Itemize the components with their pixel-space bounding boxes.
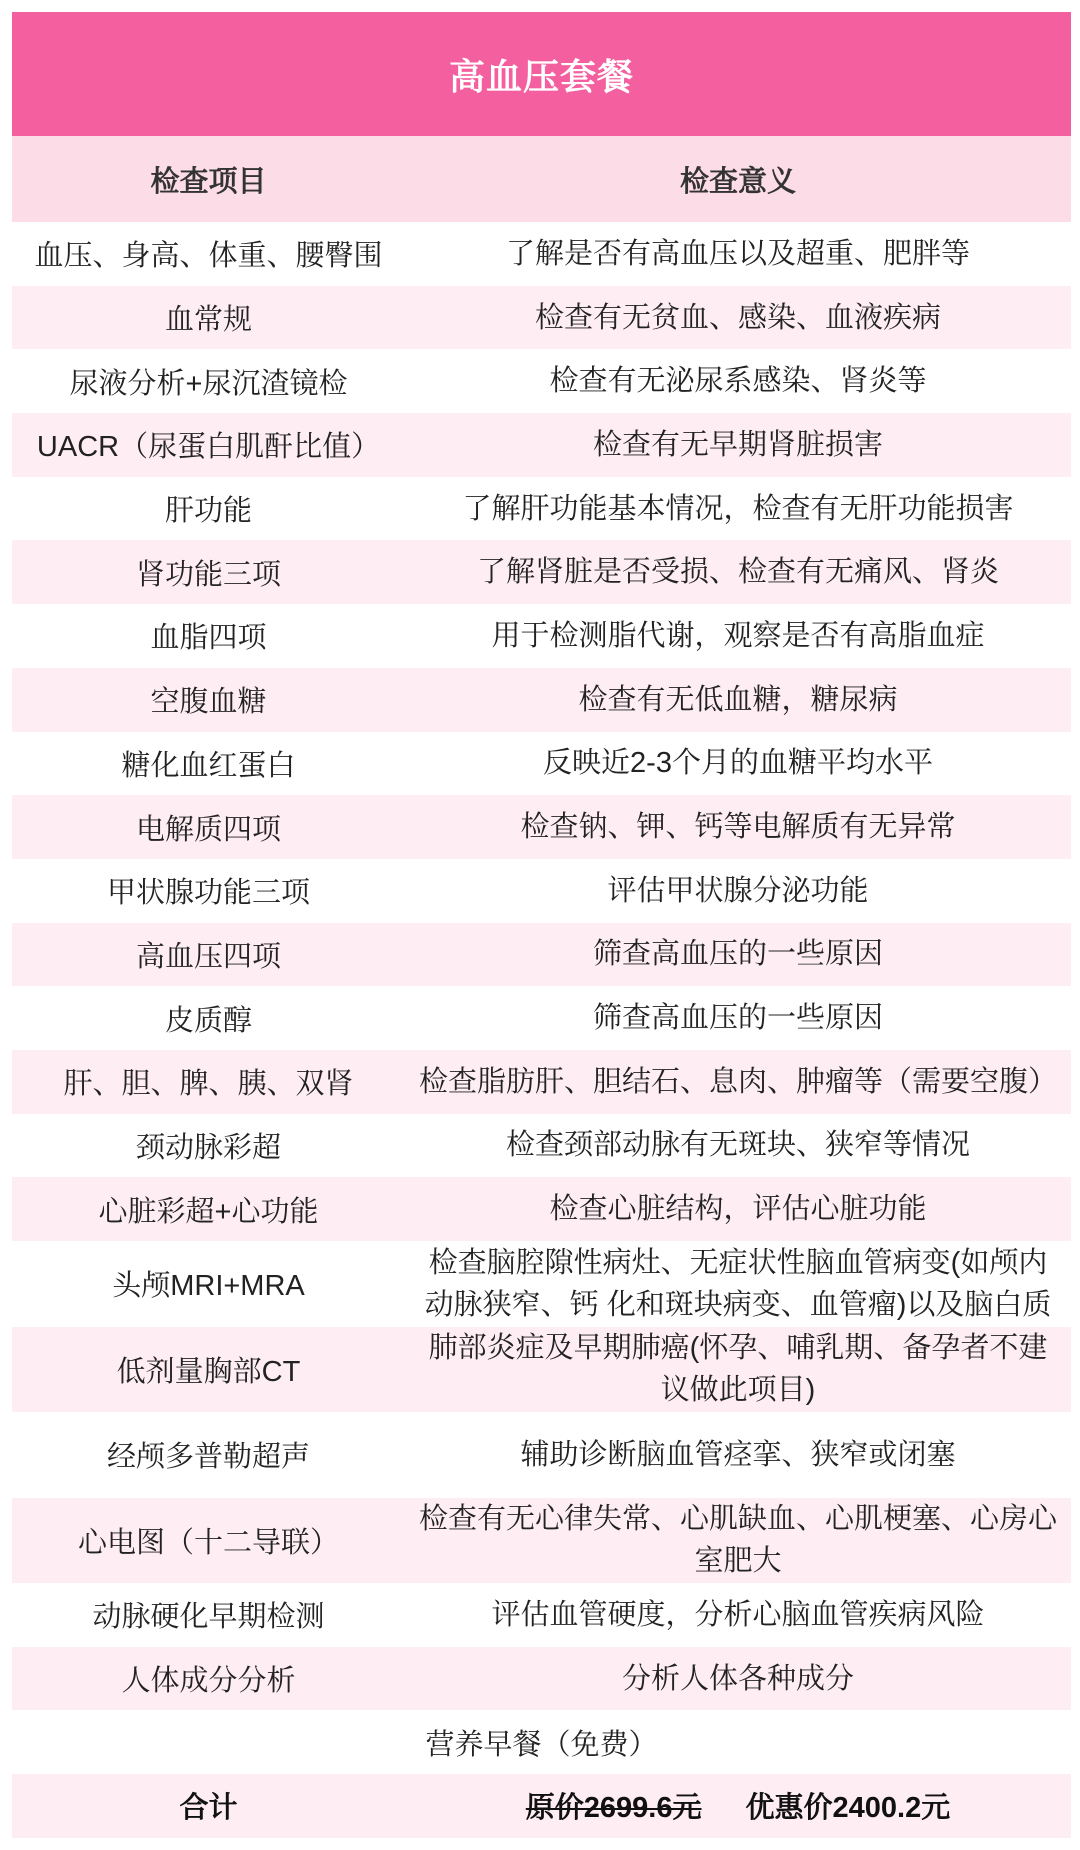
meaning-line: 检查心脏结构，评估心脏功能 — [549, 1193, 927, 1226]
meaning-line: 检查颈部动脉有无斑块、狭窄等情况 — [505, 1129, 970, 1162]
meaning-cell — [405, 1050, 1071, 1114]
meaning-line: 检查有无低血糖，糖尿病 — [578, 683, 898, 716]
item-cell: 心电图（十二导联） — [77, 1526, 339, 1559]
table-row — [12, 1050, 1071, 1114]
meaning-line: 了解肝功能基本情况，检查有无肝功能损害 — [462, 492, 1014, 525]
item-cell: 皮质醇 — [164, 1004, 252, 1037]
meaning-cell — [405, 1647, 1071, 1711]
item-cell: 高血压四项 — [135, 940, 281, 973]
meaning-cell — [405, 923, 1071, 987]
table-row — [12, 286, 1071, 350]
item-cell: UACR（尿蛋白肌酐比值） — [36, 431, 381, 464]
meaning-cell — [405, 540, 1071, 604]
meaning-cell — [405, 1327, 1071, 1413]
meaning-cell — [405, 413, 1071, 477]
item-cell: 糖化血红蛋白 — [121, 749, 296, 782]
meaning-line: 检查有无贫血、感染、血液疾病 — [534, 301, 941, 334]
meaning-line: 筛查高血压的一些原因 — [592, 1002, 883, 1035]
table-row — [12, 1412, 1071, 1498]
meaning-cell — [405, 604, 1071, 668]
table-header-row — [12, 136, 1071, 222]
table-row — [12, 1583, 1071, 1647]
meaning-line: 分析人体各种成分 — [621, 1662, 854, 1695]
table-row — [12, 1114, 1071, 1178]
meaning-line: 用于检测脂代谢，观察是否有高脂血症 — [491, 619, 985, 652]
total-row — [12, 1774, 1071, 1838]
meaning-line: 检查有无早期肾脏损害 — [592, 428, 883, 461]
item-cell: 尿液分析+尿沉渣镜检 — [69, 367, 348, 400]
package-table — [12, 12, 1071, 1838]
item-cell: 肾功能三项 — [135, 558, 281, 591]
table-row — [12, 795, 1071, 859]
meaning-line: 评估甲状腺分泌功能 — [607, 874, 869, 907]
title-bar — [12, 12, 1071, 136]
meaning-line: 室肥大 — [694, 1545, 782, 1578]
table-row — [12, 477, 1071, 541]
item-cell: 空腹血糖 — [150, 686, 267, 719]
column-header-meaning: 检查意义 — [679, 165, 796, 198]
item-cell: 血常规 — [164, 304, 252, 337]
meaning-cell — [405, 668, 1071, 732]
item-cell: 头颅MRI+MRA — [112, 1270, 305, 1303]
meaning-cell — [405, 1412, 1071, 1498]
original-price: 原价2699.6元 — [525, 1792, 702, 1825]
item-cell: 电解质四项 — [135, 813, 281, 846]
column-header-item: 检查项目 — [150, 165, 267, 198]
table-body — [12, 222, 1071, 1710]
price-group — [526, 1785, 950, 1826]
meaning-cell — [405, 1498, 1071, 1584]
meaning-cell — [405, 1241, 1071, 1327]
meaning-line: 检查脂肪肝、胆结石、息肉、肿瘤等（需要空腹） — [418, 1065, 1057, 1098]
item-cell: 人体成分分析 — [121, 1665, 296, 1698]
breakfast-row — [12, 1710, 1071, 1774]
table-row — [12, 1647, 1071, 1711]
meaning-line: 肺部炎症及早期肺癌(怀孕、哺乳期、备孕者不建 — [428, 1332, 1048, 1365]
meaning-line: 辅助诊断脑血管痉挛、狭窄或闭塞 — [520, 1438, 956, 1471]
meaning-cell — [405, 222, 1071, 286]
discount-price: 优惠价2400.2元 — [745, 1792, 951, 1825]
meaning-cell — [405, 1177, 1071, 1241]
table-row — [12, 540, 1071, 604]
table-row — [12, 1177, 1071, 1241]
breakfast-note: 营养早餐（免费） — [425, 1728, 658, 1761]
table-row — [12, 732, 1071, 796]
meaning-line: 检查钠、钾、钙等电解质有无异常 — [520, 811, 956, 844]
item-cell: 血压、身高、体重、腰臀围 — [34, 240, 383, 273]
table-row — [12, 413, 1071, 477]
item-cell: 低剂量胸部CT — [116, 1355, 301, 1388]
item-cell: 经颅多普勒超声 — [106, 1441, 310, 1474]
meaning-line: 反映近2-3个月的血糖平均水平 — [543, 747, 933, 780]
meaning-line: 检查脑腔隙性病灶、无症状性脑血管病变(如颅内 — [428, 1246, 1048, 1279]
table-row — [12, 1498, 1071, 1584]
meaning-cell — [405, 1583, 1071, 1647]
meaning-cell — [405, 732, 1071, 796]
meaning-cell — [405, 477, 1071, 541]
table-row — [12, 668, 1071, 732]
total-label: 合计 — [179, 1792, 238, 1825]
meaning-line: 了解肾脏是否受损、检查有无痛风、肾炎 — [476, 556, 999, 589]
meaning-cell — [405, 795, 1071, 859]
meaning-line: 评估血管硬度，分析心脑血管疾病风险 — [491, 1598, 985, 1631]
item-cell: 心脏彩超+心功能 — [98, 1195, 319, 1228]
meaning-cell — [405, 349, 1071, 413]
table-row — [12, 1327, 1071, 1413]
table-row — [12, 986, 1071, 1050]
meaning-cell — [405, 859, 1071, 923]
item-cell: 血脂四项 — [150, 622, 267, 655]
meaning-line: 动脉狭窄、钙 化和斑块病变、血管瘤)以及脑白质 — [424, 1288, 1052, 1321]
meaning-line: 检查有无心律失常、心肌缺血、心肌梗塞、心房心 — [418, 1503, 1057, 1536]
table-row — [12, 222, 1071, 286]
table-row — [12, 604, 1071, 668]
meaning-cell — [405, 286, 1071, 350]
item-cell: 肝功能 — [164, 495, 252, 528]
item-cell: 颈动脉彩超 — [135, 1131, 281, 1164]
meaning-line: 筛查高血压的一些原因 — [592, 938, 883, 971]
meaning-line: 了解是否有高血压以及超重、肥胖等 — [505, 237, 970, 270]
meaning-line: 议做此项目) — [660, 1374, 816, 1407]
meaning-line: 检查有无泌尿系感染、肾炎等 — [549, 365, 927, 398]
meaning-cell — [405, 1114, 1071, 1178]
table-row — [12, 859, 1071, 923]
item-cell: 甲状腺功能三项 — [106, 877, 310, 910]
table-row — [12, 923, 1071, 987]
item-cell: 动脉硬化早期检测 — [92, 1601, 325, 1634]
table-row — [12, 349, 1071, 413]
meaning-cell — [405, 986, 1071, 1050]
package-title: 高血压套餐 — [448, 55, 634, 97]
table-row — [12, 1241, 1071, 1327]
total-prices — [405, 1774, 1071, 1838]
item-cell: 肝、胆、脾、胰、双肾 — [63, 1068, 354, 1101]
